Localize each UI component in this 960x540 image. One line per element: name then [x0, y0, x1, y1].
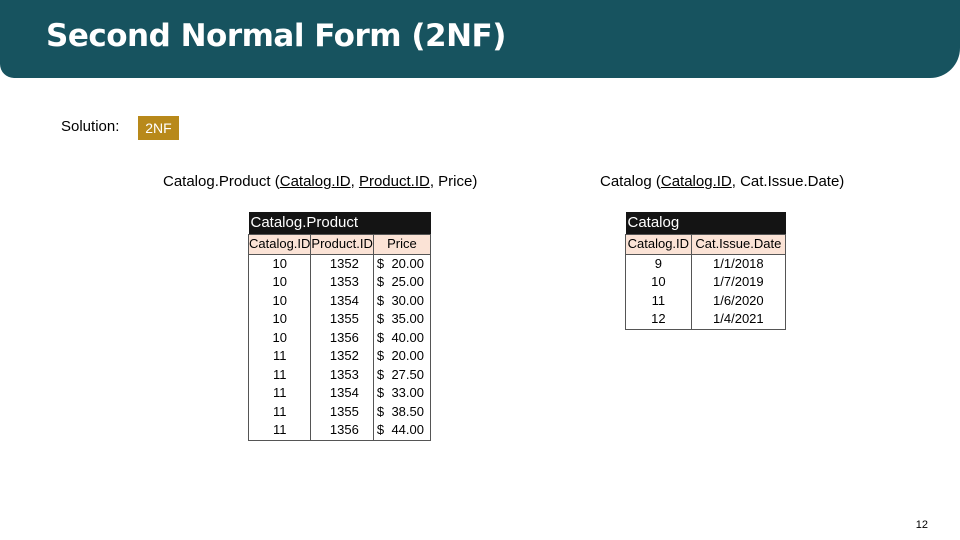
cell-product-id: 1355: [311, 403, 373, 422]
cell-product-id: 1355: [311, 310, 373, 329]
column-header: Catalog.ID: [626, 235, 692, 255]
cell-catalog-id: 11: [249, 403, 311, 422]
cell-catalog-id: 10: [249, 273, 311, 292]
page-number: 12: [915, 519, 928, 531]
cell-product-id: 1356: [311, 421, 373, 440]
price-value: 27.50: [391, 366, 424, 382]
slide-title: Second Normal Form (2NF): [46, 18, 506, 54]
cell-price: [373, 329, 430, 348]
column-header: Cat.Issue.Date: [691, 235, 785, 255]
cell-product-id: 1353: [311, 366, 373, 385]
column-header: Catalog.ID: [249, 235, 311, 255]
table-row: [249, 254, 431, 273]
price-value: 40.00: [391, 329, 424, 345]
cell-price: [373, 421, 430, 440]
table-row: [626, 273, 786, 292]
cell-catalog-id: 11: [249, 384, 311, 403]
cell-issue-date: 1/7/2019: [691, 273, 785, 292]
cell-catalog-id: 10: [249, 310, 311, 329]
cell-price: [373, 292, 430, 311]
cell-catalog-id: 11: [249, 421, 311, 440]
cell-catalog-id: 11: [249, 347, 311, 366]
cell-catalog-id: 11: [626, 292, 692, 311]
schema-rest: , Cat.Issue.Date): [731, 173, 845, 190]
currency-symbol: $: [376, 329, 385, 345]
schema-separator: ,: [350, 173, 359, 190]
catalog-schema: [600, 173, 844, 190]
cell-product-id: 1354: [311, 292, 373, 311]
price-value: 35.00: [391, 311, 424, 326]
table-title: Catalog: [626, 212, 786, 235]
schema-key-product-id: Product.ID: [358, 173, 430, 190]
currency-symbol: $: [376, 311, 385, 326]
table-row: [626, 254, 786, 273]
table-row: [249, 292, 431, 311]
price-value: 20.00: [391, 348, 424, 363]
cell-product-id: 1356: [311, 329, 373, 348]
column-header-row: [249, 235, 431, 255]
cell-catalog-id: 10: [249, 292, 311, 311]
cell-issue-date: 1/4/2021: [691, 310, 785, 329]
cell-price: [373, 384, 430, 403]
price-value: 20.00: [391, 255, 424, 271]
table-row: [249, 347, 431, 366]
schema-prefix: Catalog (: [600, 173, 661, 190]
catalog-table: [625, 212, 786, 330]
cell-product-id: 1353: [311, 273, 373, 292]
cell-price: [373, 273, 430, 292]
currency-symbol: $: [376, 366, 385, 382]
currency-symbol: $: [376, 255, 385, 271]
currency-symbol: $: [376, 385, 385, 400]
2nf-badge: 2NF: [138, 116, 179, 140]
price-value: 33.00: [391, 385, 424, 400]
price-value: 25.00: [391, 274, 424, 289]
currency-symbol: $: [376, 292, 385, 308]
table-row: [249, 310, 431, 329]
cell-catalog-id: 10: [626, 273, 692, 292]
schema-rest: , Price): [429, 173, 478, 190]
cell-catalog-id: 9: [626, 254, 692, 273]
cell-price: [373, 403, 430, 422]
table-title: Catalog.Product: [249, 212, 431, 235]
column-header: Product.ID: [311, 235, 373, 255]
table-row: [626, 310, 786, 329]
cell-catalog-id: 10: [249, 329, 311, 348]
price-value: 38.50: [391, 403, 424, 419]
price-value: 30.00: [391, 292, 424, 308]
cell-product-id: 1354: [311, 384, 373, 403]
solution-label: Solution:: [61, 118, 120, 135]
table-row: [249, 384, 431, 403]
table-row: [249, 421, 431, 440]
column-header-row: [626, 235, 786, 255]
cell-catalog-id: 10: [249, 254, 311, 273]
cell-issue-date: 1/6/2020: [691, 292, 785, 311]
column-header: Price: [373, 235, 430, 255]
cell-product-id: 1352: [311, 254, 373, 273]
catalog-product-schema: [163, 173, 477, 190]
cell-issue-date: 1/1/2018: [691, 254, 785, 273]
cell-catalog-id: 12: [626, 310, 692, 329]
schema-key-catalog-id: Catalog.ID: [279, 173, 351, 190]
title-bar: [0, 0, 960, 78]
cell-price: [373, 347, 430, 366]
table-row: [249, 329, 431, 348]
cell-price: [373, 254, 430, 273]
catalog-product-table: [248, 212, 431, 441]
currency-symbol: $: [376, 403, 385, 419]
table-row: [626, 292, 786, 311]
cell-catalog-id: 11: [249, 366, 311, 385]
currency-symbol: $: [376, 348, 385, 363]
table-title-row: [626, 212, 786, 235]
cell-product-id: 1352: [311, 347, 373, 366]
price-value: 44.00: [391, 422, 424, 437]
table-row: [249, 273, 431, 292]
schema-key-catalog-id: Catalog.ID: [660, 173, 732, 190]
currency-symbol: $: [376, 274, 385, 289]
table-row: [249, 366, 431, 385]
currency-symbol: $: [376, 422, 385, 437]
table-row: [249, 403, 431, 422]
cell-price: [373, 366, 430, 385]
schema-prefix: Catalog.Product (: [163, 173, 280, 190]
table-title-row: [249, 212, 431, 235]
cell-price: [373, 310, 430, 329]
